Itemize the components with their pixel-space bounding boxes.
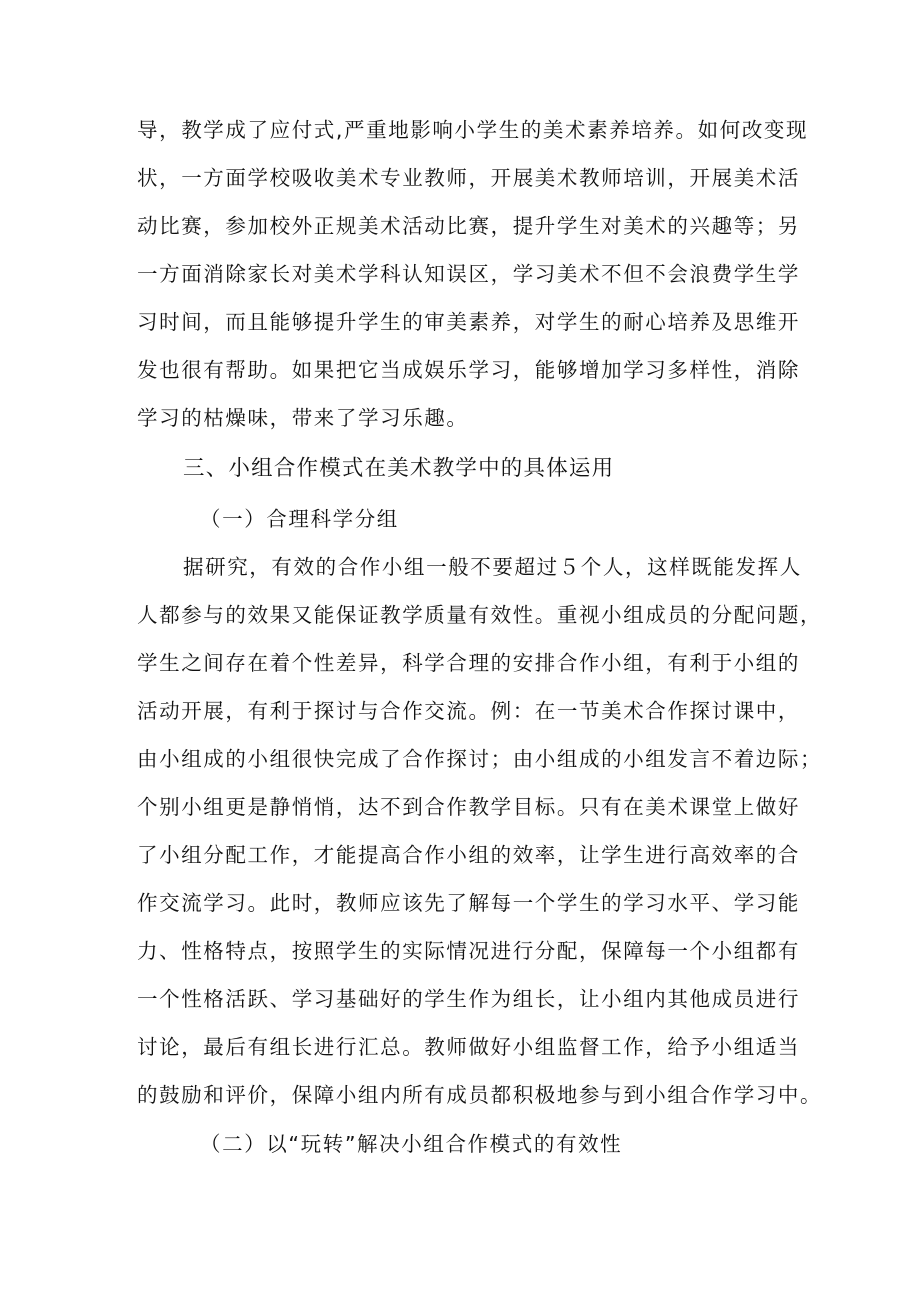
paragraph-2-line-10: 一个性格活跃、学习基础好的学生作为组长，让小组内其他成员进行 — [137, 987, 800, 1011]
paragraph-2-line-7: 了小组分配工作，才能提高合作小组的效率，让学生进行高效率的合 — [137, 843, 800, 867]
paragraph-1-line-5: 习时间，而且能够提升学生的审美素养，对学生的耐心培养及思维开 — [137, 310, 800, 334]
paragraph-2-line-9: 力、性格特点，按照学生的实际情况进行分配，保障每一个小组都有 — [137, 939, 800, 963]
paragraph-2-line-8: 作交流学习。此时，教师应该先了解每一个学生的学习水平、学习能 — [137, 891, 800, 915]
paragraph-1-line-1: 导，教学成了应付式,严重地影响小学生的美术素养培养。如何改变现 — [137, 118, 809, 142]
paragraph-2-line-3: 学生之间存在着个性差异，科学合理的安排合作小组，有利于小组的 — [137, 651, 800, 675]
paragraph-2-line-1: 据研究，有效的合作小组一般不要超过５个人，这样既能发挥人 — [183, 555, 802, 579]
section-heading: 三、小组合作模式在美术教学中的具体运用 — [183, 456, 615, 481]
paragraph-1-line-7: 学习的枯燥味，带来了学习乐趣。 — [137, 406, 469, 430]
paragraph-2-line-5: 由小组成的小组很快完成了合作探讨；由小组成的小组发言不着边际； — [137, 747, 823, 771]
paragraph-2-line-2: 人都参与的效果又能保证教学质量有效性。重视小组成员的分配问题， — [137, 603, 823, 627]
paragraph-1-line-4: 一方面消除家长对美术学科认知误区，学习美术不但不会浪费学生学 — [137, 262, 800, 286]
paragraph-2-line-12: 的鼓励和评价，保障小组内所有成员都积极地参与到小组合作学习中。 — [137, 1083, 823, 1107]
paragraph-1-line-3: 动比赛，参加校外正规美术活动比赛，提升学生对美术的兴趣等；另 — [137, 214, 800, 238]
subheading-1: （一）合理科学分组 — [200, 507, 399, 531]
paragraph-1-line-6: 发也很有帮助。如果把它当成娱乐学习，能够增加学习多样性，消除 — [137, 358, 800, 382]
paragraph-1-line-2: 状，一方面学校吸收美术专业教师，开展美术教师培训，开展美术活 — [137, 166, 800, 190]
paragraph-2-line-11: 讨论，最后有组长进行汇总。教师做好小组监督工作，给予小组适当 — [137, 1035, 800, 1059]
subheading-2: （二）以“玩转”解决小组合作模式的有效性 — [200, 1132, 623, 1156]
paragraph-2-line-6: 个别小组更是静悄悄，达不到合作教学目标。只有在美术课堂上做好 — [137, 795, 800, 819]
paragraph-2-line-4: 活动开展，有利于探讨与合作交流。例：在一节美术合作探讨课中， — [137, 699, 800, 723]
